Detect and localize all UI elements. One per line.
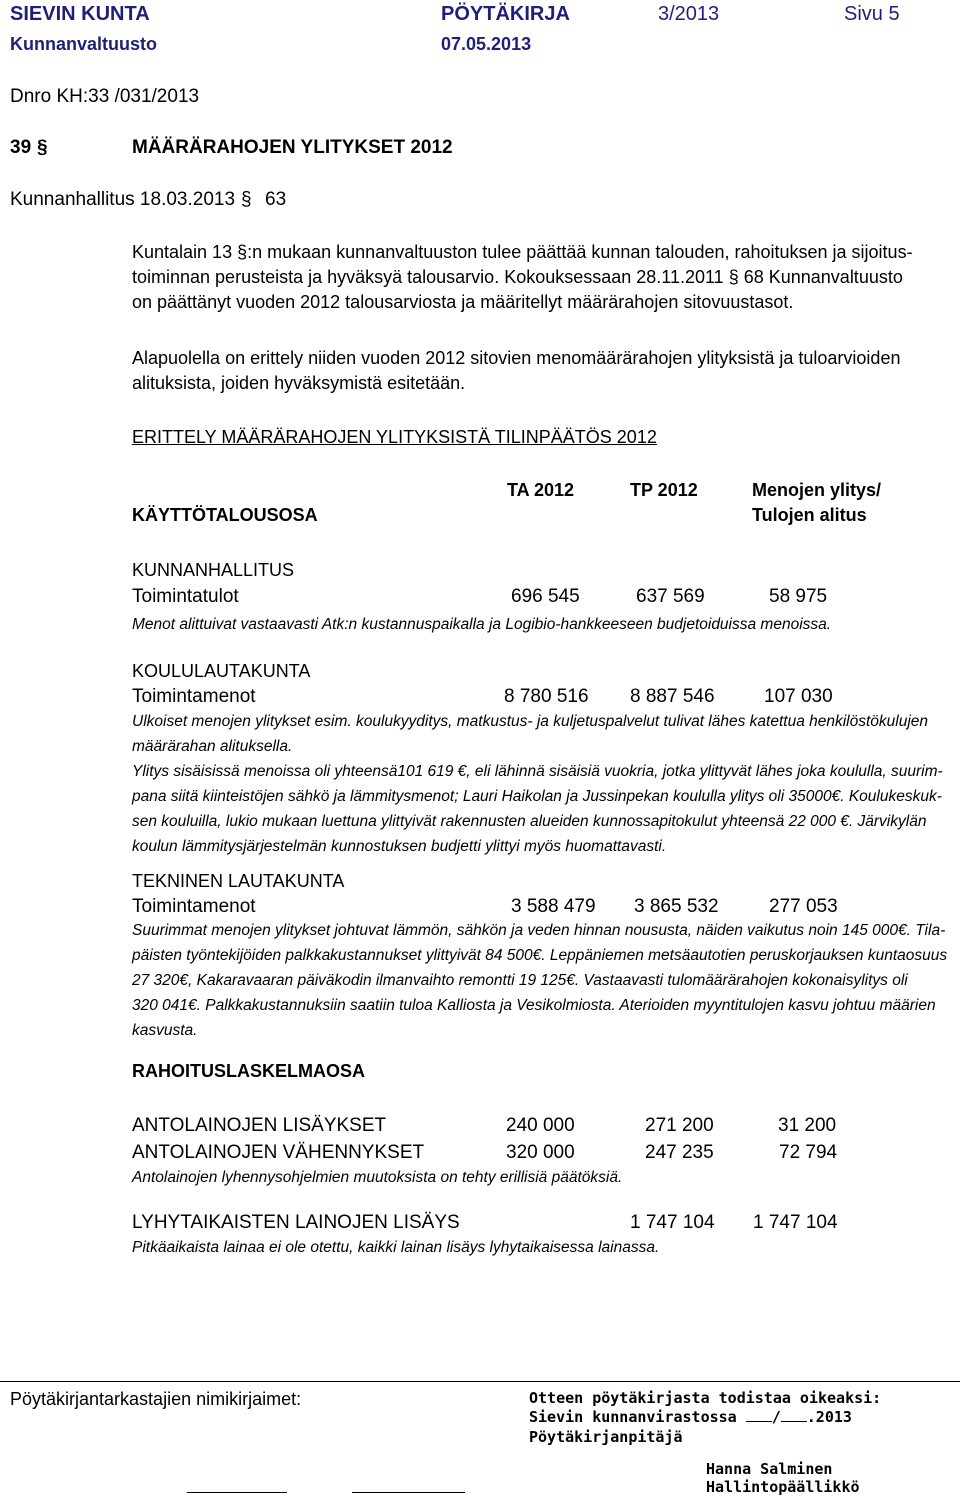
section-number: 39	[10, 137, 32, 158]
year-label: .2013	[806, 1408, 852, 1426]
column-diff: Menojen ylitys/	[752, 480, 882, 500]
document-type: PÖYTÄKIRJA	[441, 3, 570, 25]
row-label: ANTOLAINOJEN LISÄYKSET	[132, 1115, 387, 1136]
rahoitus-note-1	[132, 1165, 952, 1190]
row-label: ANTOLAINOJEN VÄHENNYKSET	[132, 1142, 425, 1163]
koulu-heading: KOULULAUTAKUNTA	[132, 661, 311, 681]
prior-decision-symbol: §	[241, 189, 252, 210]
meeting-body: Kunnanvaltuusto	[10, 34, 157, 54]
row-label: Toimintamenot	[132, 896, 256, 917]
row-label: Toimintamenot	[132, 686, 256, 707]
day-blank	[746, 1421, 772, 1422]
prior-decision-number: 63	[265, 189, 287, 210]
note-text: kasvusta.	[132, 1022, 198, 1039]
footer-divider	[0, 1381, 960, 1382]
value-tp: 637 569	[636, 586, 705, 607]
section-sign: §	[728, 267, 739, 287]
tekninen-heading: TEKNINEN LAUTAKUNTA	[132, 871, 345, 891]
date-slash: /	[771, 1408, 781, 1426]
page-number: Sivu 5	[844, 3, 900, 25]
intro-text: on päättänyt vuoden 2012 talousarviosta ja määritellyt määrärahojen sitovuustasot.	[132, 292, 794, 312]
note-text: sen kouluilla, lukio mukaan luettuna ylittyivät rakennusten alueiden kunnossapitokulut yhteensä 22 000 €. Järvikylän	[132, 813, 927, 830]
value-tp: 271 200	[645, 1115, 714, 1136]
tekninen-note	[132, 918, 952, 1043]
value-diff: 107 030	[764, 686, 833, 707]
note-text: Menot alittuivat vastaavasti Atk:n kustannuspaikalla ja Logibio-hankkeeseen budjetoiduissa menoissa.	[132, 616, 832, 633]
column-diff-2: Tulojen alitus	[752, 505, 867, 525]
value-tp: 3 865 532	[634, 896, 719, 917]
meeting-date: 07.05.2013	[441, 34, 532, 54]
record-number: Dnro KH:33 /031/2013	[10, 86, 200, 107]
intro-text: :n mukaan kunnanvaltuuston tulee päättää kunnan talouden, rahoituksen ja sijoitus-	[247, 242, 913, 262]
note-text: pana siitä kiinteistöjen sähkö ja lämmitysmenot; Lauri Haikolan ja Jussinpekan koululla ylitys oli 35000€. Koulukeskuk-	[132, 788, 942, 805]
section-title: MÄÄRÄRAHOJEN YLITYKSET 2012	[132, 137, 453, 158]
column-part: KÄYTTÖTALOUSOSA	[132, 505, 318, 525]
row-label: Toimintatulot	[132, 586, 239, 607]
note-text: 27 320€, Kakaravaaran päiväkodin ilmanvaihto remontti 19 125€. Vastaavasti tulomäärärahojen kokonaisylitys oli	[132, 972, 908, 989]
intro-paragraph	[132, 240, 932, 315]
note-text: Ylitys sisäisissä menoissa oli yhteensä101 619 €, eli lähinnä sisäisiä vuokria, jotka ylittyvät lähes joka koululla, suurim-	[132, 763, 943, 780]
note-text: Ulkoiset menojen ylitykset esim. koulukyyditys, matkustus- ja kuljetuspalvelut tulivat lähes katettua henkilöstökulujen	[132, 713, 929, 730]
koulu-note	[132, 709, 952, 859]
signature-line-1	[187, 1492, 287, 1493]
note-text: 320 041€. Palkkakustannuksiin saatiin tuloa Kalliosta ja Vesikolmiosta. Aterioiden myyntitulojen kasvu johtuu määrien	[132, 997, 936, 1014]
intro-text: 68 Kunnanvaltuusto	[738, 267, 903, 287]
intro-text: Kuntalain 13	[132, 242, 238, 262]
rahoitus-heading: RAHOITUSLASKELMAOSA	[132, 1061, 365, 1081]
value-tp: 247 235	[645, 1142, 714, 1163]
value-diff: 72 794	[779, 1142, 838, 1163]
row-label: LYHYTAIKAISTEN LAINOJEN LISÄYS	[132, 1212, 460, 1233]
table-title: ERITTELY MÄÄRÄRAHOJEN YLITYKSISTÄ TILINPÄÄTÖS 2012	[132, 427, 657, 447]
signer-role: Hallintopäällikkö	[706, 1478, 860, 1496]
office-label: Sievin kunnanvirastossa	[529, 1408, 737, 1426]
keeper-title: Pöytäkirjanpitäjä	[529, 1428, 683, 1446]
section-symbol: §	[37, 137, 48, 158]
kunnanhallitus-note	[132, 612, 952, 637]
office-line	[529, 1408, 852, 1426]
section-sign: §	[237, 242, 248, 262]
note-text: määrärahan alituksella.	[132, 738, 293, 755]
municipality-name: SIEVIN KUNTA	[10, 3, 150, 25]
value-tp: 1 747 104	[630, 1212, 715, 1233]
note-text: Antolainojen lyhennysohjelmien muutoksista on tehty erillisiä päätöksiä.	[132, 1169, 623, 1186]
kunnanhallitus-heading: KUNNANHALLITUS	[132, 560, 295, 580]
value-ta: 3 588 479	[511, 896, 596, 917]
note-text: Suurimmat menojen ylitykset johtuvat lämmön, sähkön ja veden hinnan noususta, näiden vaikutus noin 145 000€. Tila-	[132, 922, 946, 939]
certify-label: Otteen pöytäkirjasta todistaa oikeaksi:	[529, 1389, 882, 1407]
signature-line-2	[352, 1492, 465, 1493]
intro-paragraph-2	[132, 346, 932, 396]
intro-text: alituksista, joiden hyväksymistä esitetään.	[132, 373, 466, 393]
inspectors-label: Pöytäkirjantarkastajien nimikirjaimet:	[10, 1389, 302, 1409]
value-diff: 1 747 104	[753, 1212, 838, 1233]
value-diff: 58 975	[769, 586, 828, 607]
signer-name: Hanna Salminen	[706, 1460, 833, 1478]
value-ta: 696 545	[511, 586, 580, 607]
note-text: koulun lämmitysjärjestelmän kunnostuksen budjetti ylittyi myös huomattavasti.	[132, 838, 667, 855]
value-diff: 277 053	[769, 896, 838, 917]
document-number: 3/2013	[658, 3, 720, 25]
month-blank	[781, 1421, 807, 1422]
note-text: päisten työntekijöiden palkkakustannukset ylittyivät 84 500€. Leppäniemen metsäautotien peruskorjauksen kuntaosuus	[132, 947, 948, 964]
rahoitus-note-2	[132, 1235, 952, 1260]
column-ta: TA 2012	[507, 480, 575, 500]
value-ta: 8 780 516	[504, 686, 589, 707]
value-ta: 240 000	[506, 1115, 575, 1136]
value-ta: 320 000	[506, 1142, 575, 1163]
prior-decision-label: Kunnanhallitus 18.03.2013	[10, 189, 236, 210]
value-diff: 31 200	[778, 1115, 837, 1136]
note-text: Pitkäaikaista lainaa ei ole otettu, kaikki lainan lisäys lyhytaikaisessa lainassa.	[132, 1239, 660, 1256]
intro-text: toiminnan perusteista ja hyväksyä talousarvio. Kokouksessaan 28.11.2011	[132, 267, 729, 287]
intro-text: Alapuolella on erittely niiden vuoden 2012 sitovien menomäärärahojen ylityksistä ja tuloarvioiden	[132, 348, 901, 368]
column-tp: TP 2012	[630, 480, 698, 500]
value-tp: 8 887 546	[630, 686, 715, 707]
